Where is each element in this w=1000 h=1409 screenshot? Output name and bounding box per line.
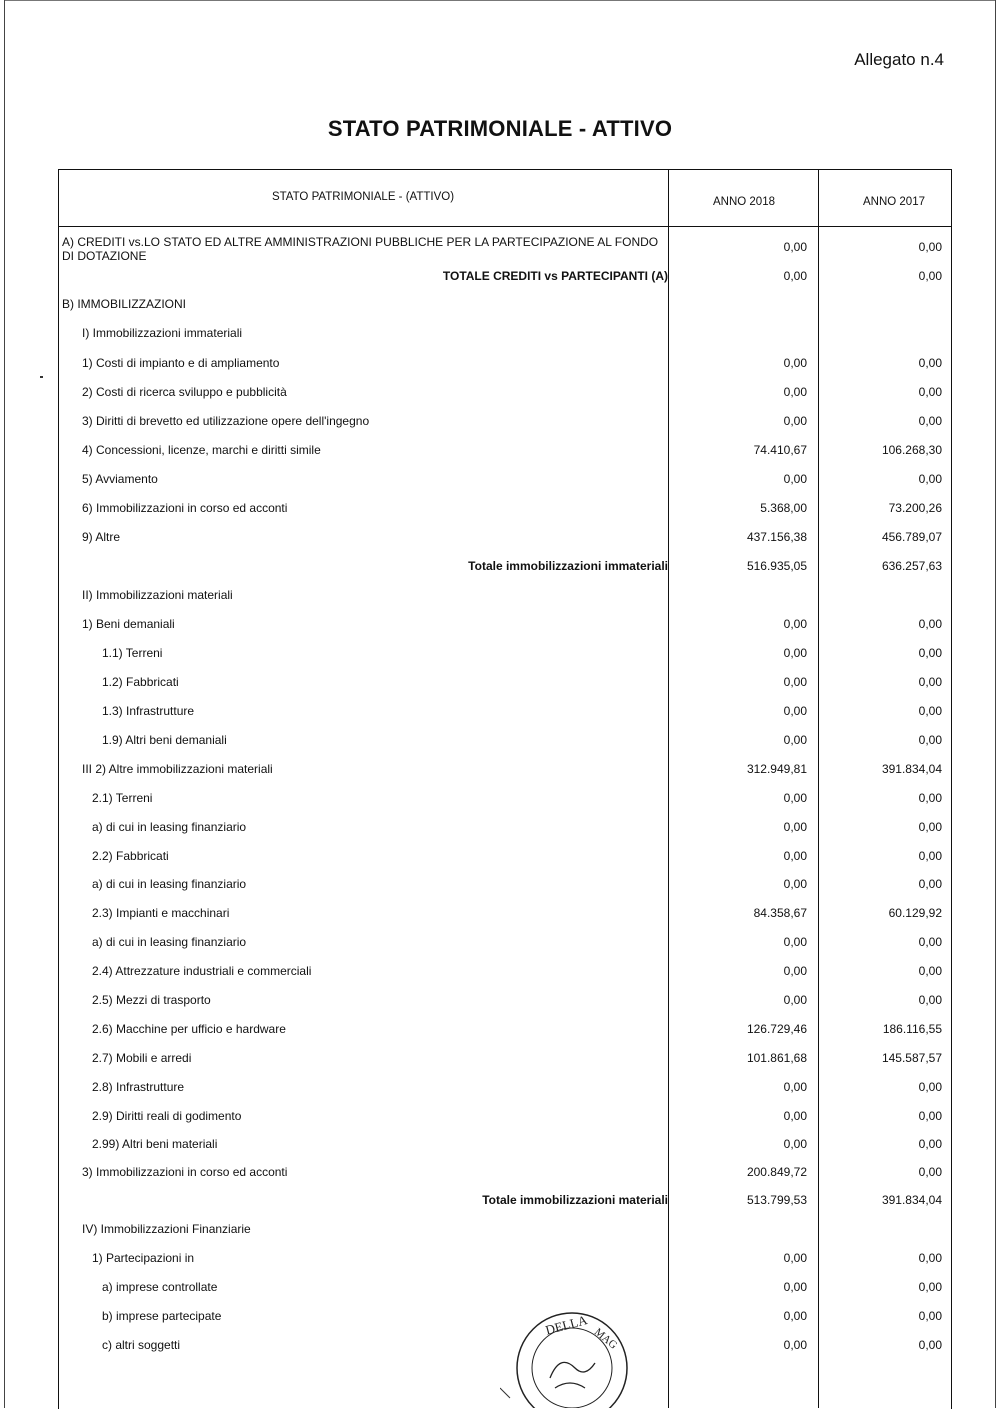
value-2017: 0,00 <box>918 820 942 834</box>
value-2018: 5.368,00 <box>760 501 807 515</box>
row-label: IV) Immobilizzazioni Finanziarie <box>82 1222 251 1236</box>
value-2018: 0,00 <box>783 617 807 631</box>
row-label: B) IMMOBILIZZAZIONI <box>62 297 187 311</box>
table-row <box>58 385 950 401</box>
row-label: 1) Costi di impianto e di ampliamento <box>82 356 280 370</box>
value-2017: 0,00 <box>918 617 942 631</box>
table-row <box>58 414 950 430</box>
value-2018: 0,00 <box>783 240 807 254</box>
value-2017: 0,00 <box>918 993 942 1007</box>
value-2017: 0,00 <box>918 646 942 660</box>
value-2018: 0,00 <box>783 414 807 428</box>
table-header-2017: ANNO 2017 <box>862 196 925 208</box>
value-2017: 60.129,92 <box>888 906 942 920</box>
table-row <box>58 326 950 342</box>
value-2017: 0,00 <box>918 1109 942 1123</box>
row-label: 3) Diritti di brevetto ed utilizzazione opere dell'ingegno <box>82 414 370 428</box>
row-label: 2.99) Altri beni materiali <box>92 1137 218 1151</box>
value-2017: 0,00 <box>918 791 942 805</box>
value-2017: 0,00 <box>918 733 942 747</box>
value-2018: 513.799,53 <box>746 1193 807 1207</box>
svg-text:DELLA: DELLA <box>543 1312 589 1338</box>
row-label: 3) Immobilizzazioni in corso ed acconti <box>82 1165 288 1179</box>
table-row <box>58 356 950 372</box>
value-2018: 0,00 <box>783 791 807 805</box>
row-label: 2.2) Fabbricati <box>92 849 169 863</box>
table-row <box>58 791 950 807</box>
table-row <box>58 675 950 691</box>
value-2017: 0,00 <box>918 1251 942 1265</box>
row-label: 2.6) Macchine per ufficio e hardware <box>92 1022 286 1036</box>
row-label: a) di cui in leasing finanziario <box>92 935 247 949</box>
value-2017: 145.587,57 <box>881 1051 942 1065</box>
row-total-label: Totale immobilizzazioni immateriali <box>468 559 668 573</box>
value-2017: 456.789,07 <box>881 530 942 544</box>
value-2017: 186.116,55 <box>882 1022 942 1036</box>
value-2018: 0,00 <box>783 675 807 689</box>
value-2017: 0,00 <box>918 385 942 399</box>
table-row <box>58 964 950 980</box>
value-2018: 0,00 <box>783 704 807 718</box>
official-stamp-seal <box>500 1298 630 1408</box>
value-2018: 0,00 <box>783 1251 807 1265</box>
table-row <box>58 1251 950 1267</box>
table-row <box>58 1137 950 1153</box>
table-row <box>58 297 950 313</box>
row-label: 2) Costi di ricerca sviluppo e pubblicità <box>82 385 287 399</box>
table-row <box>58 443 950 459</box>
row-total-label: TOTALE CREDITI vs PARTECIPANTI (A) <box>442 269 668 283</box>
annex-label: Allegato n.4 <box>854 50 944 69</box>
header-divider <box>58 226 951 227</box>
table-row <box>58 559 950 575</box>
table-header-2018: ANNO 2018 <box>712 196 775 208</box>
value-2017: 0,00 <box>918 1338 942 1352</box>
table-row <box>58 877 950 893</box>
value-2017: 0,00 <box>918 356 942 370</box>
value-2018: 0,00 <box>783 1280 807 1294</box>
row-label: I) Immobilizzazioni immateriali <box>82 326 243 340</box>
row-label: 2.7) Mobili e arredi <box>92 1051 192 1065</box>
row-label: a) di cui in leasing finanziario <box>92 877 247 891</box>
value-2017: 0,00 <box>918 849 942 863</box>
value-2017: 0,00 <box>918 877 942 891</box>
row-label: a) imprese controllate <box>102 1280 218 1294</box>
row-label: 4) Concessioni, licenze, marchi e diritti simile <box>82 443 321 457</box>
row-label: 1.1) Terreni <box>102 646 163 660</box>
value-2018: 0,00 <box>783 1309 807 1323</box>
table-row <box>58 993 950 1009</box>
value-2018: 0,00 <box>783 472 807 486</box>
table-row <box>58 1222 950 1238</box>
row-label: 9) Altre <box>82 530 121 544</box>
row-label: 1.3) Infrastrutture <box>102 704 195 718</box>
table-row <box>58 1051 950 1067</box>
value-2018: 0,00 <box>783 385 807 399</box>
table-row <box>58 762 950 778</box>
value-2018: 0,00 <box>783 1080 807 1094</box>
table-row <box>58 472 950 488</box>
table-row <box>58 849 950 865</box>
row-label: 2.3) Impianti e macchinari <box>92 906 230 920</box>
row-label: c) altri soggetti <box>102 1338 181 1352</box>
value-2017: 0,00 <box>918 1309 942 1323</box>
value-2017: 0,00 <box>918 472 942 486</box>
value-2017: 636.257,63 <box>881 559 942 573</box>
table-row <box>58 588 950 604</box>
value-2017: 0,00 <box>918 240 942 254</box>
table-row <box>58 704 950 720</box>
table-row <box>58 820 950 836</box>
page-border-left <box>4 0 5 1408</box>
value-2018: 74.410,67 <box>753 443 807 457</box>
value-2018: 84.358,67 <box>753 906 807 920</box>
value-2018: 0,00 <box>783 820 807 834</box>
value-2018: 0,00 <box>783 269 807 283</box>
row-label: 2.4) Attrezzature industriali e commerciali <box>92 964 312 978</box>
table-row <box>58 617 950 633</box>
value-2018: 0,00 <box>783 849 807 863</box>
value-2018: 0,00 <box>783 993 807 1007</box>
value-2018: 0,00 <box>783 877 807 891</box>
value-2018: 0,00 <box>783 1137 807 1151</box>
page-title: STATO PATRIMONIALE - ATTIVO <box>327 116 673 141</box>
table-row <box>58 1022 950 1038</box>
value-2018: 0,00 <box>783 1109 807 1123</box>
row-label: 1) Partecipazioni in <box>92 1251 195 1265</box>
svg-text:MAG: MAG <box>591 1325 620 1352</box>
table-row <box>58 1109 950 1125</box>
table-row <box>58 269 950 285</box>
table-row <box>58 501 950 517</box>
row-label: III 2) Altre immobilizzazioni materiali <box>82 762 273 776</box>
table-row <box>58 935 950 951</box>
value-2018: 200.849,72 <box>746 1165 807 1179</box>
scan-mark <box>40 376 43 378</box>
row-total-label: Totale immobilizzazioni materiali <box>482 1193 668 1207</box>
value-2017: 0,00 <box>918 675 942 689</box>
value-2018: 126.729,46 <box>746 1022 807 1036</box>
value-2018: 101.861,68 <box>746 1051 807 1065</box>
row-label: 2.8) Infrastrutture <box>92 1080 185 1094</box>
row-label: 1.2) Fabbricati <box>102 675 179 689</box>
value-2018: 0,00 <box>783 935 807 949</box>
table-row <box>58 906 950 922</box>
page-border-right <box>995 0 996 1408</box>
table-header-label: STATO PATRIMONIALE - (ATTIVO) <box>271 191 455 203</box>
value-2017: 0,00 <box>918 704 942 718</box>
value-2017: 0,00 <box>918 414 942 428</box>
row-label: 1) Beni demaniali <box>82 617 175 631</box>
row-label: 2.5) Mezzi di trasporto <box>92 993 211 1007</box>
value-2017: 0,00 <box>918 269 942 283</box>
value-2017: 0,00 <box>918 1280 942 1294</box>
page-border-top <box>4 0 996 1</box>
table-row <box>58 1165 950 1181</box>
row-label: A) CREDITI vs.LO STATO ED ALTRE AMMINISTRAZIONI PUBBLICHE PER LA PARTECIPAZIONE AL FONDO DI DOTAZIONE <box>62 235 659 263</box>
value-2017: 391.834,04 <box>881 1193 942 1207</box>
value-2017: 0,00 <box>918 935 942 949</box>
value-2018: 0,00 <box>783 646 807 660</box>
table-row <box>58 530 950 546</box>
row-label: 6) Immobilizzazioni in corso ed acconti <box>82 501 288 515</box>
value-2018: 0,00 <box>783 356 807 370</box>
value-2018: 0,00 <box>783 964 807 978</box>
value-2018: 437.156,38 <box>746 530 807 544</box>
row-label: II) Immobilizzazioni materiali <box>82 588 233 602</box>
value-2018: 312.949,81 <box>746 762 807 776</box>
value-2018: 0,00 <box>783 733 807 747</box>
table-row <box>58 1193 950 1209</box>
row-label: b) imprese partecipate <box>102 1309 222 1323</box>
table-row <box>58 235 950 263</box>
value-2017: 73.200,26 <box>888 501 942 515</box>
value-2017: 106.268,30 <box>881 443 942 457</box>
value-2017: 0,00 <box>918 1080 942 1094</box>
table-row <box>58 646 950 662</box>
value-2017: 391.834,04 <box>881 762 942 776</box>
row-label: 2.9) Diritti reali di godimento <box>92 1109 242 1123</box>
table-row <box>58 1280 950 1296</box>
value-2017: 0,00 <box>918 1137 942 1151</box>
table-row <box>58 1080 950 1096</box>
row-label: 1.9) Altri beni demaniali <box>102 733 227 747</box>
value-2017: 0,00 <box>918 1165 942 1179</box>
row-label: a) di cui in leasing finanziario <box>92 820 247 834</box>
value-2017: 0,00 <box>918 964 942 978</box>
row-label: 5) Avviamento <box>82 472 158 486</box>
value-2018: 0,00 <box>783 1338 807 1352</box>
row-label: 2.1) Terreni <box>92 791 153 805</box>
value-2018: 516.935,05 <box>746 559 807 573</box>
table-row <box>58 733 950 749</box>
